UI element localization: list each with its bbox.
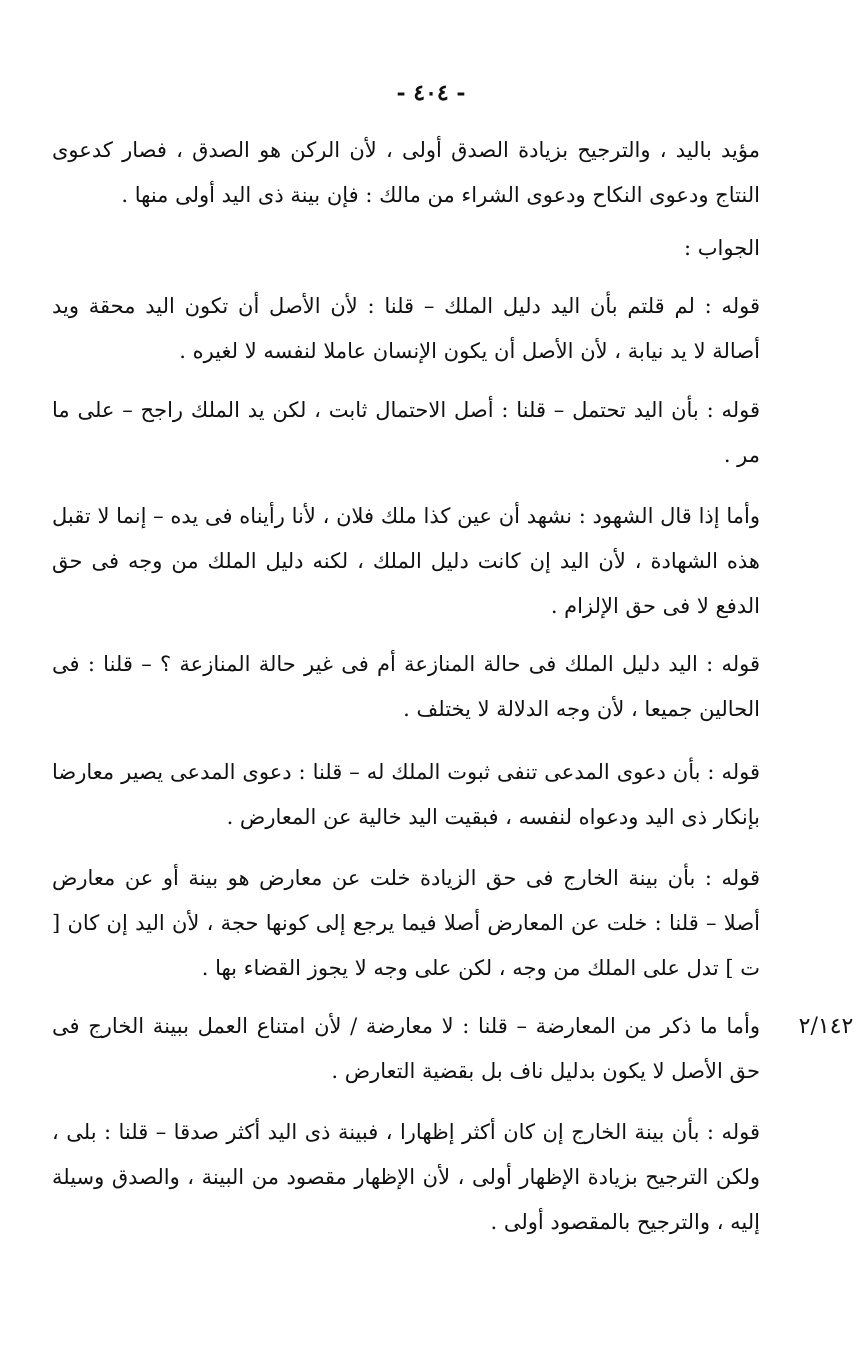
paragraph-8: قوله : بأن بينة الخارج فى حق الزيادة خلت عن معارض هو بينة أو عن معارض أصلا – قلنا : خلت عن المعارض أصلا فيما يرجع إلى كونها حجة ، لأن اليد إن كان [ ت ] تدل على الملك من وجه ، لكن على وجه لا يجوز القضاء بها . [52, 866, 760, 980]
paragraph-5: وأما إذا قال الشهود : نشهد أن عين كذا ملك فلان ، لأنا رأيناه فى يده – إنما لا تقبل هذه الشهادة ، لأن اليد إن كانت دليل الملك ، لكنه دليل الملك من وجه فى حق الدفع لا فى حق الإلزام . [52, 504, 760, 618]
paragraph-1: مؤيد باليد ، والترجيح بزيادة الصدق أولى ، لأن الركن هو الصدق ، فصار كدعوى النتاج ودعوى النكاح ودعوى الشراء من مالك : فإن بينة ذى اليد أولى منها . [52, 138, 760, 207]
paragraph-4: قوله : بأن اليد تحتمل – قلنا : أصل الاحتمال ثابت ، لكن يد الملك راجح – على ما مر . [52, 398, 760, 467]
paragraph-9: وأما ما ذكر من المعارضة – قلنا : لا معارضة / لأن امتناع العمل ببينة الخارج فى حق الأصل لا يكون بدليل ناف بل بقضية التعارض . [52, 1014, 760, 1083]
paragraph-10: قوله : بأن بينة الخارج إن كان أكثر إظهارا ، فبينة ذى اليد أكثر صدقا – قلنا : بلى ، ولكن الترجيح بزيادة الإظهار أولى ، لأن الإظهار مقصود من البينة ، والصدق وسيلة إليه ، والترجيح بالمقصود أولى . [52, 1120, 760, 1234]
paragraph-2: الجواب : [684, 236, 760, 260]
margin-reference: ٢/١٤٢ [798, 1014, 854, 1039]
paragraph-3: قوله : لم قلتم بأن اليد دليل الملك – قلنا : لأن الأصل أن تكون اليد محقة ويد أصالة لا يد نيابة ، لأن الأصل أن يكون الإنسان عاملا لنفسه لا لغيره . [52, 294, 760, 363]
page-number: - ٤٠٤ - [396, 80, 466, 106]
paragraph-6: قوله : اليد دليل الملك فى حالة المنازعة أم فى غير حالة المنازعة ؟ – قلنا : فى الحالين جميعا ، لأن وجه الدلالة لا يختلف . [52, 652, 760, 721]
paragraph-7: قوله : بأن دعوى المدعى تنفى ثبوت الملك له – قلنا : دعوى المدعى يصير معارضا بإنكار ذى اليد ودعواه لنفسه ، فبقيت اليد خالية عن المعارض . [52, 760, 761, 829]
